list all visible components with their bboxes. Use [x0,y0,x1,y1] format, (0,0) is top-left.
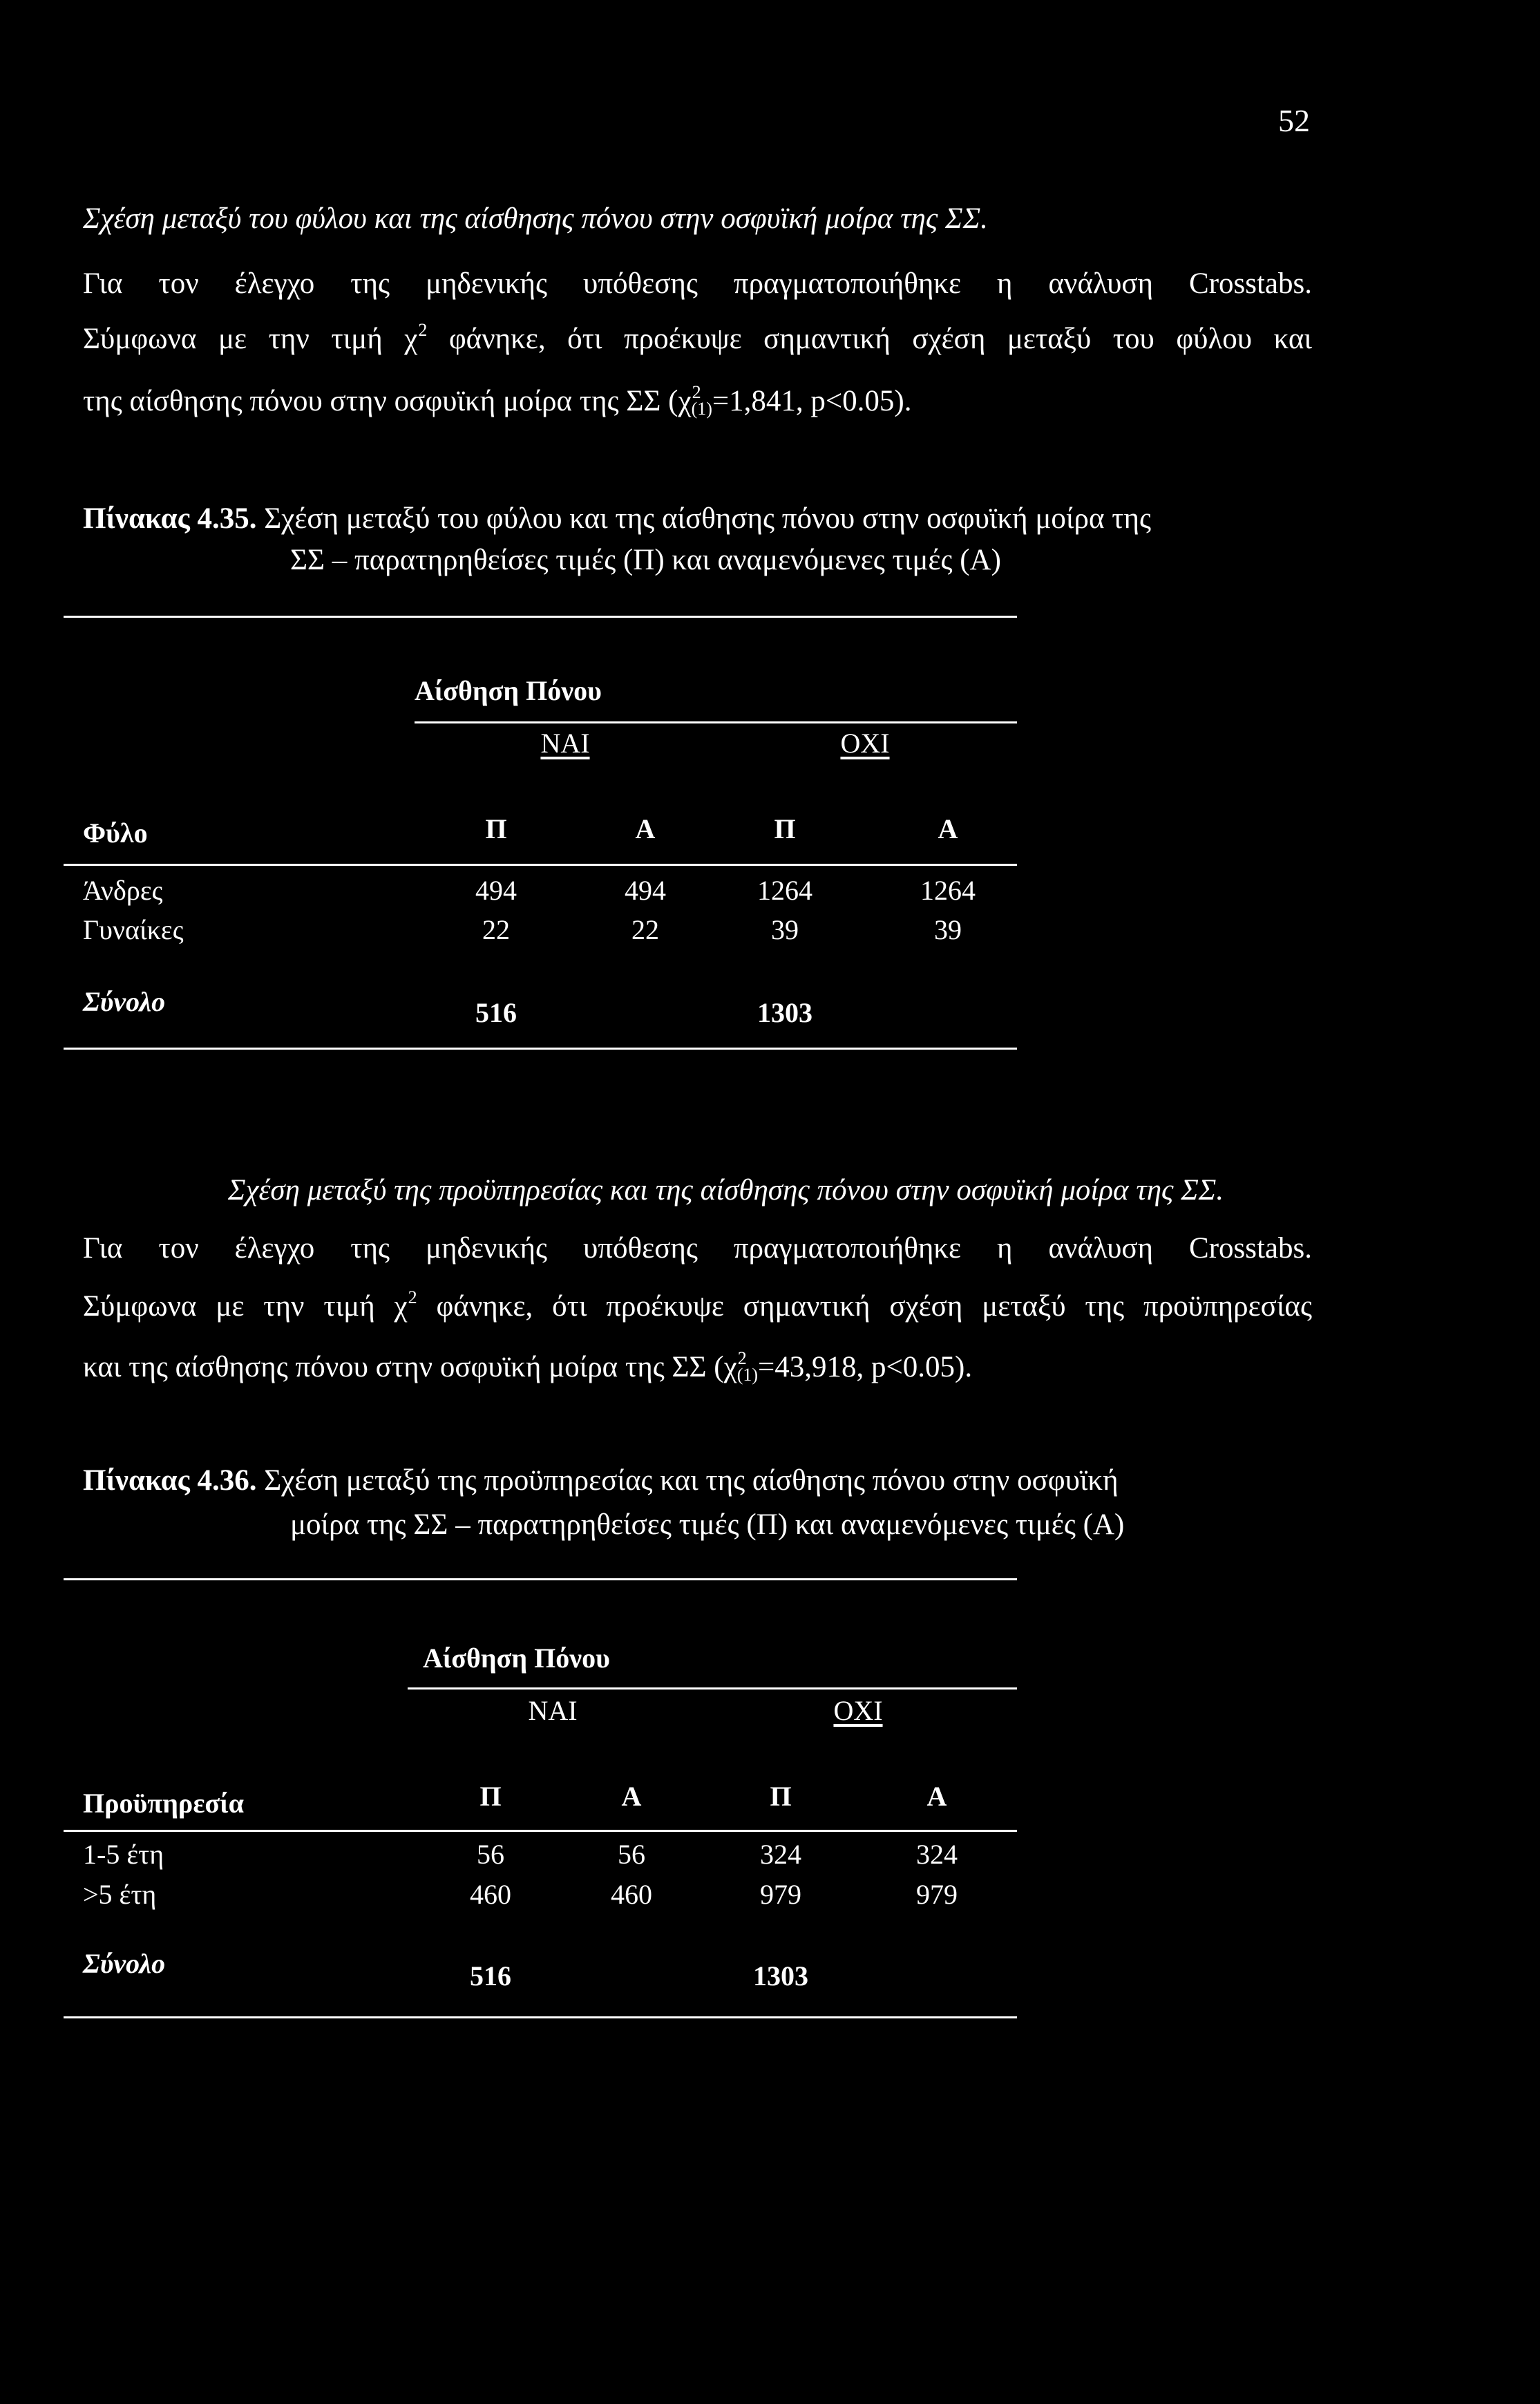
table-cell: 324 [760,1839,801,1870]
group-header: Αίσθηση Πόνου [415,675,602,706]
paragraph-line: Για τον έλεγχο της μηδενικής υπόθεσης πραγματοποιήθηκε η ανάλυση Crosstabs. [83,267,1312,300]
row-label: >5 έτη [83,1879,157,1910]
column-header: Π [479,1781,502,1812]
paragraph-line: Για τον έλεγχο της μηδενικής υπόθεσης πραγματοποιήθηκε η ανάλυση Crosstabs. [83,1232,1312,1265]
table-cell: 1264 [757,875,812,906]
subscript: (1) [691,399,712,419]
column-header: Π [485,813,507,844]
row-header: Προϋπηρεσία [83,1788,244,1819]
text-run: φάνηκε, ότι προέκυψε σημαντική σχέση μεταξύ της προϋπηρεσίας [417,1290,1312,1323]
header-rule [64,864,1017,866]
header-rule [64,1830,1017,1832]
total-value: 516 [475,997,517,1028]
column-header: Π [774,813,796,844]
caption-text: Σχέση μεταξύ της προϋπηρεσίας και της αίσθησης πόνου στην οσφυϊκή [256,1464,1119,1497]
total-value: 1303 [757,997,812,1028]
superscript: 2 [408,1287,417,1307]
table-bottom-rule [64,1048,1017,1050]
caption-text: Σχέση μεταξύ του φύλου και της αίσθησης πόνου στην οσφυϊκή μοίρα της [256,502,1152,535]
table-cell: 22 [482,914,510,945]
column-header: Α [938,813,958,844]
paragraph-line [83,322,1312,356]
column-group-no: ΟΧΙ [840,728,890,759]
superscript: 2 [737,1348,747,1368]
section-title: Σχέση μεταξύ του φύλου και της αίσθησης πόνου στην οσφυϊκή μοίρα της ΣΣ. [83,202,988,235]
column-header: Π [770,1781,792,1812]
table-cell: 460 [611,1879,652,1910]
total-label: Σύνολο [83,986,166,1017]
column-group-yes: ΝΑΙ [528,1695,578,1726]
table-cell: 56 [618,1839,645,1870]
table-cell: 1264 [920,875,976,906]
table-cell: 39 [771,914,799,945]
table-bottom-rule [64,2016,1017,2018]
column-group-yes: ΝΑΙ [540,728,590,759]
total-value: 1303 [753,1960,808,1991]
table-top-rule [64,616,1017,618]
text-run: =1,841, p<0.05). [712,385,912,417]
table-cell: 979 [916,1879,958,1910]
table-top-rule [64,1578,1017,1580]
paragraph-line [83,1350,972,1384]
caption-text: μοίρα της ΣΣ – παρατηρηθείσες τιμές (Π) και αναμενόμενες τιμές (Α) [290,1508,1125,1541]
caption-text: ΣΣ – παρατηρηθείσες τιμές (Π) και αναμενόμενες τιμές (Α) [290,544,1001,576]
subscript: (1) [736,1365,759,1385]
table-cell: 979 [760,1879,801,1910]
column-group-no: ΟΧΙ [833,1695,883,1726]
group-header: Αίσθηση Πόνου [423,1643,610,1674]
table-cell: 56 [477,1839,504,1870]
group-header-rule [408,1687,1017,1690]
row-label: Γυναίκες [83,914,184,945]
superscript: 2 [692,382,701,402]
paragraph-line [83,384,911,418]
table-cell: 494 [475,875,517,906]
table-caption [83,502,1151,536]
table-caption [83,1464,1119,1497]
table-cell: 39 [934,914,962,945]
text-run: =43,918, p<0.05). [758,1351,973,1383]
row-label: Άνδρες [83,875,163,906]
table-cell: 324 [916,1839,958,1870]
table-cell: 494 [625,875,666,906]
column-header: Α [926,1781,947,1812]
table-label: Πίνακας 4.35. [83,502,257,535]
group-header-rule [415,721,1017,723]
column-header: Α [621,1781,642,1812]
row-header: Φύλο [83,817,148,849]
superscript: 2 [418,320,428,340]
table-cell: 460 [470,1879,511,1910]
page-number: 52 [1278,103,1310,138]
total-value: 516 [470,1960,511,1991]
paragraph-line [83,1289,1312,1323]
row-label: 1-5 έτη [83,1839,164,1870]
text-run: και της αίσθησης πόνου στην οσφυϊκή μοίρα της ΣΣ (χ [83,1351,737,1383]
column-header: Α [635,813,656,844]
total-label: Σύνολο [83,1948,166,1979]
section-title: Σχέση μεταξύ της προϋπηρεσίας και της αίσθησης πόνου στην οσφυϊκή μοίρα της ΣΣ. [228,1174,1224,1206]
table-label: Πίνακας 4.36. [83,1464,257,1497]
text-run: της αίσθησης πόνου στην οσφυϊκή μοίρα της ΣΣ (χ [83,385,692,417]
text-run: Σύμφωνα με την τιμή χ [83,1290,408,1323]
text-run: Σύμφωνα με την τιμή χ [83,323,418,355]
table-cell: 22 [631,914,659,945]
text-run: φάνηκε, ότι προέκυψε σημαντική σχέση μεταξύ του φύλου και [427,323,1312,355]
